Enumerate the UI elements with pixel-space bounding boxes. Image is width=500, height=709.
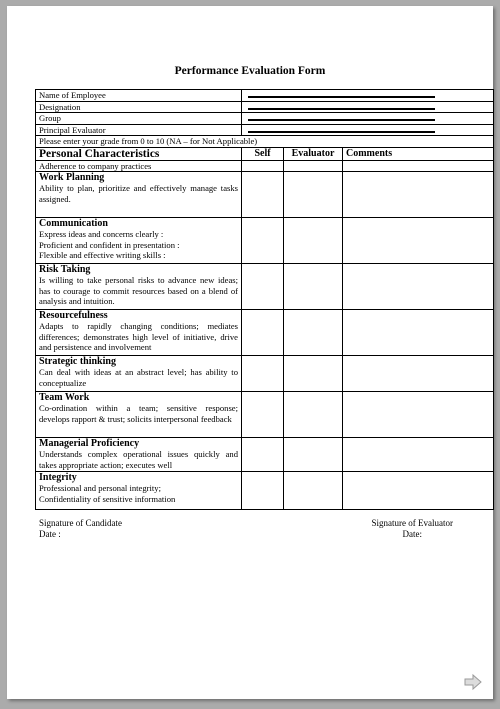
header-self: Self — [242, 147, 284, 160]
evaluator-grade-cell[interactable] — [284, 472, 343, 510]
candidate-signature-block — [39, 518, 122, 540]
self-grade-cell[interactable] — [242, 472, 284, 510]
info-row-name — [36, 90, 494, 102]
self-grade-cell[interactable] — [242, 392, 284, 438]
category-description: Is willing to take personal risks to advance new ideas; has to courage to commit resources based on a blend of analysis and intuition. — [39, 275, 238, 306]
category-description: Flexible and effective writing skills : — [39, 250, 166, 260]
self-grade-cell[interactable] — [242, 218, 284, 264]
evaluation-table — [35, 89, 494, 510]
category-cell — [36, 218, 242, 264]
category-title: Team Work — [39, 392, 90, 403]
comments-cell[interactable] — [343, 160, 494, 172]
category-cell — [36, 472, 242, 510]
info-row-evaluator — [36, 124, 494, 136]
category-title: Strategic thinking — [39, 356, 116, 367]
self-grade-cell[interactable] — [242, 160, 284, 172]
candidate-signature-label: Signature of Candidate — [39, 518, 122, 528]
category-description: Can deal with ideas at an abstract level; has ability to conceptualize — [39, 367, 238, 388]
row-label-adherence: Adherence to company practices — [36, 160, 242, 172]
info-label-group: Group — [36, 113, 242, 125]
header-personal-characteristics: Personal Characteristics — [36, 147, 242, 160]
category-cell — [36, 356, 242, 392]
category-cell — [36, 264, 242, 310]
comments-cell[interactable] — [343, 392, 494, 438]
form-title: Performance Evaluation Form — [174, 65, 326, 77]
category-description: Ability to plan, prioritize and effectively manage tasks assigned. — [39, 183, 238, 204]
self-grade-cell[interactable] — [242, 264, 284, 310]
table-row — [36, 356, 494, 392]
evaluator-grade-cell[interactable] — [284, 356, 343, 392]
evaluator-grade-cell[interactable] — [284, 438, 343, 472]
category-title: Integrity — [39, 472, 77, 483]
category-description: Confidentiality of sensitive information — [39, 493, 176, 504]
info-label-designation: Designation — [36, 101, 242, 113]
self-grade-cell[interactable] — [242, 438, 284, 472]
comments-cell[interactable] — [343, 472, 494, 510]
table-row — [36, 438, 494, 472]
document-page — [7, 6, 493, 699]
category-description: Co-ordination within a team; sensitive response; develops rapport & trust; solicits interpersonal feedback — [39, 403, 238, 424]
table-row — [36, 160, 494, 172]
info-row-group — [36, 113, 494, 125]
designation-field[interactable] — [242, 101, 494, 113]
evaluator-grade-cell[interactable] — [284, 310, 343, 356]
evaluator-date-label: Date: — [402, 529, 422, 539]
category-cell — [36, 392, 242, 438]
comments-cell[interactable] — [343, 310, 494, 356]
group-field[interactable] — [242, 113, 494, 125]
category-cell — [36, 438, 242, 472]
evaluator-grade-cell[interactable] — [284, 172, 343, 218]
table-row — [36, 310, 494, 356]
category-description: Professional and personal integrity; — [39, 483, 161, 493]
category-cell — [36, 172, 242, 218]
info-row-designation — [36, 101, 494, 113]
self-grade-cell[interactable] — [242, 172, 284, 218]
table-row — [36, 218, 494, 264]
table-header-row — [36, 147, 494, 160]
instruction-row — [36, 136, 494, 148]
table-row — [36, 264, 494, 310]
info-label-evaluator: Principal Evaluator — [36, 124, 242, 136]
evaluator-grade-cell[interactable] — [284, 264, 343, 310]
principal-evaluator-field[interactable] — [242, 124, 494, 136]
evaluator-grade-cell[interactable] — [284, 392, 343, 438]
category-title: Work Planning — [39, 172, 105, 183]
comments-cell[interactable] — [343, 172, 494, 218]
category-title: Communication — [39, 218, 108, 229]
table-row — [36, 172, 494, 218]
header-comments: Comments — [343, 147, 494, 160]
comments-cell[interactable] — [343, 356, 494, 392]
category-title: Risk Taking — [39, 264, 91, 275]
category-description: Express ideas and concerns clearly : — [39, 229, 164, 239]
self-grade-cell[interactable] — [242, 356, 284, 392]
evaluator-grade-cell[interactable] — [284, 218, 343, 264]
category-description: Understands complex operational issues quickly and takes appropriate action; executes well — [39, 449, 238, 470]
comments-cell[interactable] — [343, 218, 494, 264]
comments-cell[interactable] — [343, 438, 494, 472]
name-field[interactable] — [242, 90, 494, 102]
table-row — [36, 472, 494, 510]
candidate-date-label: Date : — [39, 529, 61, 539]
comments-cell[interactable] — [343, 264, 494, 310]
info-label-name: Name of Employee — [36, 90, 242, 102]
category-title: Managerial Proficiency — [39, 438, 140, 449]
header-evaluator: Evaluator — [284, 147, 343, 160]
evaluator-grade-cell[interactable] — [284, 160, 343, 172]
evaluator-signature-block — [372, 518, 453, 540]
grade-instruction: Please enter your grade from 0 to 10 (NA – for Not Applicable) — [36, 136, 494, 148]
evaluator-signature-label: Signature of Evaluator — [371, 518, 453, 528]
category-description: Adapts to rapidly changing conditions; mediates differences; demonstrates high level of initiative, drive and persistence and involvement — [39, 321, 238, 352]
table-row — [36, 392, 494, 438]
next-page-arrow-icon[interactable] — [463, 672, 483, 692]
category-cell — [36, 310, 242, 356]
self-grade-cell[interactable] — [242, 310, 284, 356]
category-title: Resourcefulness — [39, 310, 108, 321]
category-description: Proficient and confident in presentation : — [39, 239, 180, 250]
